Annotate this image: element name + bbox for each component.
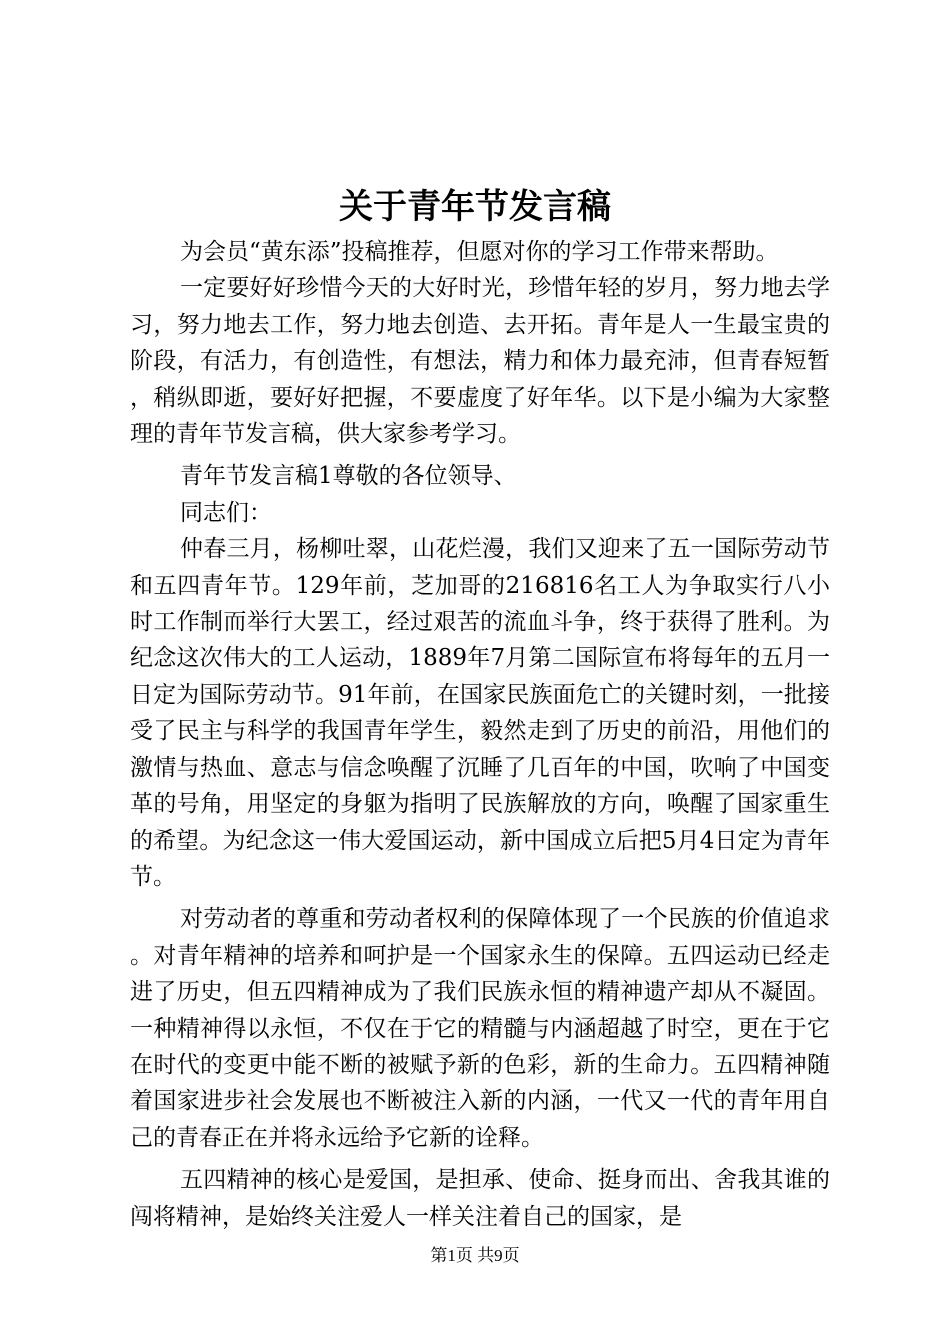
paragraph-history: 仲春三月，杨柳吐翠，山花烂漫，我们又迎来了五一国际劳动节和五四青年节。129年前，芝加哥的216816名工人为争取实行八小时工作制而举行大罢工，经过艰苦的流血斗争，终于获得了胜利。为纪念这次伟大的工人运动，1889年7月第二国际宣布将每年的五月一日定为国际劳动节。91年前，在国家民族面危亡的关键时刻，一批接受了民主与科学的我国青年学生，毅然走到了历史的前沿，用他们的激情与热血、意志与信念唤醒了沉睡了几百年的中国，吹响了中国变革的号角，用坚定的身躯为指明了民族解放的方向，唤醒了国家重生的希望。为纪念这一伟大爱国运动，新中国成立后把5月4日定为青年节。: [130, 536, 830, 890]
document-body: [130, 234, 830, 1235]
paragraph-core: 五四精神的核心是爱国，是担承、使命、挺身而出、舍我其谁的闯将精神，是始终关注爱人一样关注着自己的国家，是: [130, 1167, 830, 1230]
paragraph-spirit: 对劳动者的尊重和劳动者权利的保障体现了一个民族的价值追求。对青年精神的培养和呵护是一个国家永生的保障。五四运动已经走进了历史，但五四精神成为了我们民族永恒的精神遗产却从不凝固。一种精神得以永恒，不仅在于它的精髓与内涵超越了时空，更在于它在时代的变更中能不断的被赋予新的色彩，新的生命力。五四精神随着国家进步社会发展也不断被注入新的内涵，一代又一代的青年用自己的青春正在并将永远给予它新的诠释。: [130, 906, 830, 1151]
paragraph-salutation: 青年节发言稿1尊敬的各位领导、: [180, 463, 517, 490]
paragraph-greeting: 同志们：: [180, 499, 272, 526]
paragraph-preface: 一定要好好珍惜今天的大好时光，珍惜年轻的岁月，努力地去学习，努力地去工作，努力地去创造、去开拓。青年是人一生最宝贵的阶段，有活力，有创造性，有想法，精力和体力最充沛，但青春短暂，稍纵即逝，要好好把握，不要虚度了好年华。以下是小编为大家整理的青年节发言稿，供大家参考学习。: [130, 275, 830, 448]
paragraph-intro: 为会员“黄东添”投稿推荐，但愿对你的学习工作带来帮助。: [180, 239, 779, 265]
document-title: 关于青年节发言稿: [339, 187, 611, 227]
page-number: 第1页 共9页: [430, 1246, 520, 1265]
